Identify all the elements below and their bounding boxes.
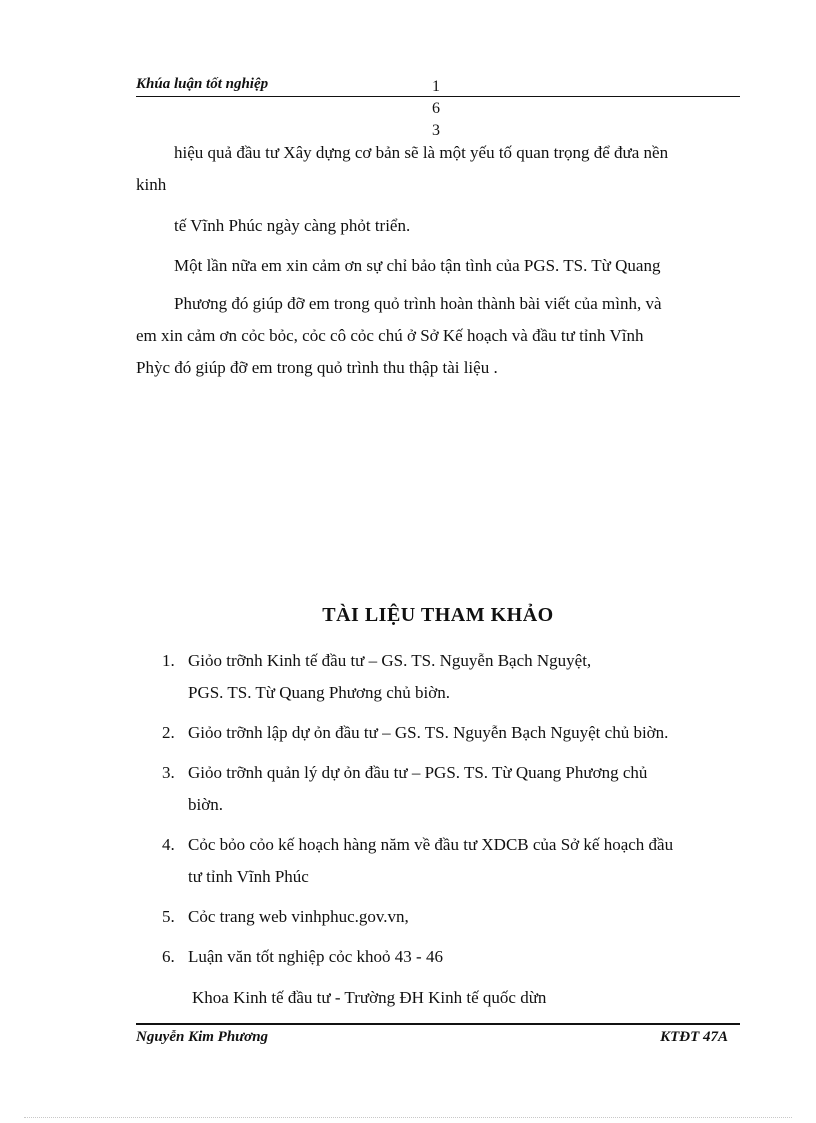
body-line: hiệu quả đầu tư Xây dựng cơ bản sẽ là một yếu tố quan trọng để đưa nền (174, 143, 669, 162)
reference-trailing-line: Khoa Kinh tế đầu tư - Trường ĐH Kinh tế quốc dừn (192, 988, 547, 1007)
reference-text: Cỏc trang web vinhphuc.gov.vn, (188, 907, 409, 926)
reference-number: 2. (162, 723, 175, 742)
reference-text-continued: tư tỉnh Vĩnh Phúc (188, 867, 309, 886)
references-title: TÀI LIỆU THAM KHẢO (322, 604, 554, 626)
reference-text: Giỏo trỡnh quản lý dự ỏn đầu tư – PGS. TS. Từ Quang Phương chủ (188, 763, 648, 782)
reference-text: Giỏo trỡnh Kinh tế đầu tư – GS. TS. Nguyễn Bạch Nguyệt, (188, 651, 592, 670)
reference-number: 6. (162, 947, 175, 966)
body-line: Phương đó giúp đỡ em trong quỏ trình hoàn thành bài viết của mình, và (174, 294, 662, 313)
page-number-digit-2: 6 (432, 100, 440, 117)
footer-author: Nguyễn Kim Phương (136, 1029, 269, 1045)
reference-text: Giỏo trỡnh lập dự ỏn đầu tư – GS. TS. Nguyễn Bạch Nguyệt chủ biờn. (188, 723, 669, 742)
reference-number: 4. (162, 835, 175, 854)
body-line: tế Vĩnh Phúc ngày càng phỏt triển. (174, 216, 411, 235)
reference-text-continued: PGS. TS. Từ Quang Phương chủ biờn. (188, 683, 450, 702)
page-number-digit-3: 3 (432, 122, 440, 139)
reference-number: 1. (162, 651, 175, 670)
body-line: em xin cảm ơn cỏc bỏc, cỏc cô cỏc chú ở Sở Kế hoạch và đầu tư tỉnh Vĩnh (136, 326, 644, 345)
footer-rule (136, 1023, 740, 1025)
reference-text-continued: biờn. (188, 795, 223, 814)
body-line: Phỳc đó giúp đỡ em trong quỏ trình thu thập tài liệu . (136, 358, 498, 377)
body-line: Một lần nữa em xin cảm ơn sự chỉ bảo tận tình của PGS. TS. Từ Quang (174, 256, 661, 275)
reference-text: Cỏc bỏo cỏo kế hoạch hàng năm về đầu tư XDCB của Sở kế hoạch đầu (188, 835, 674, 854)
page-number-digit-1: 1 (432, 78, 440, 95)
reference-text: Luận văn tốt nghiệp cỏc khoỏ 43 - 46 (188, 947, 443, 966)
footer-class-code: KTĐT 47A (660, 1029, 728, 1045)
page-bottom-dotted-border (24, 1117, 792, 1118)
header-rule (136, 96, 740, 97)
body-line: kinh (136, 175, 167, 194)
header-title: Khúa luận tốt nghiệp (136, 76, 269, 92)
reference-number: 3. (162, 763, 175, 782)
reference-number: 5. (162, 907, 175, 926)
